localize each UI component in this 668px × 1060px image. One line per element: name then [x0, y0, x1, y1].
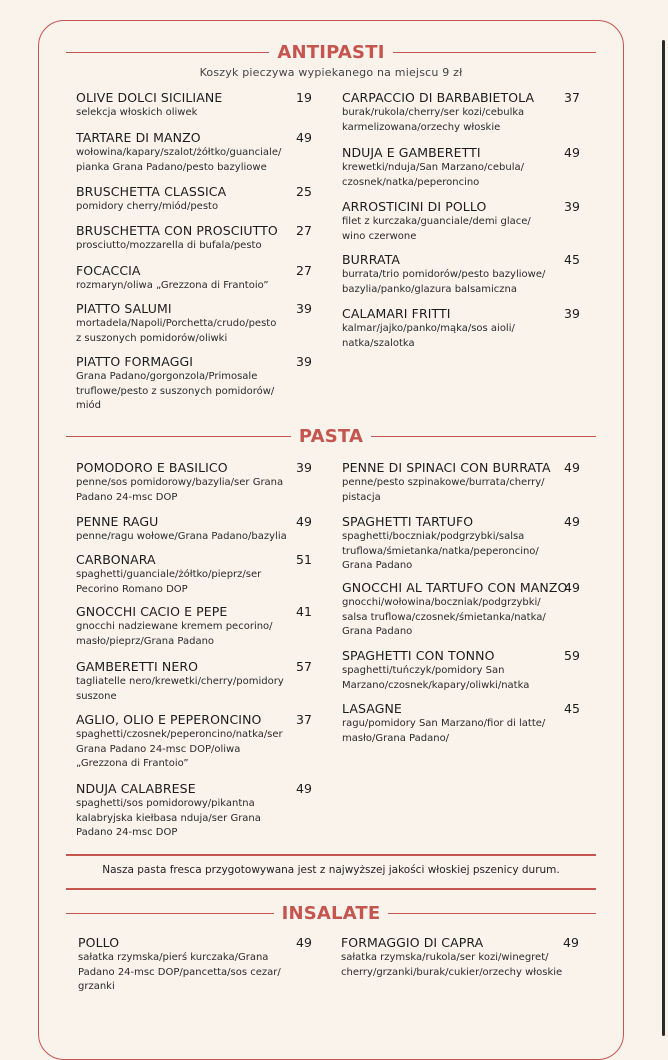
dish-name: BRUSCHETTA CON PROSCIUTTO: [76, 223, 278, 238]
dish-description-line: kalabryjska kiełbasa nduja/ser Grana: [76, 812, 261, 824]
dish-name: AGLIO, OLIO E PEPERONCINO: [76, 712, 262, 727]
dish-description-line: truflowe/pesto z suszonych pomidorów/: [76, 385, 275, 397]
dish-description-line: burak/rukola/cherry/ser kozi/cebulka: [342, 107, 525, 118]
dish-description-line: prosciutto/mozzarella di bufala/pesto: [76, 240, 262, 251]
dish-price: 45: [564, 252, 580, 267]
dish-description-line: ragu/pomidory San Marzano/fior di latte/: [342, 718, 546, 729]
dish-description-line: spaghetti/czosnek/peperoncino/natka/ser: [76, 729, 283, 740]
dish-description-line: sałatka rzymska/pierś kurczaka/Grana: [78, 952, 269, 963]
pasta-title: PASTA: [298, 426, 364, 447]
dish-description: [76, 797, 261, 841]
dish-description: [76, 476, 283, 505]
header-rule-right: [388, 913, 596, 915]
dish-name: PENNE DI SPINACI CON BURRATA: [342, 460, 551, 475]
dish-description-line: truflowa/śmietanka/natka/peperoncino/: [342, 545, 539, 557]
dish-name: TARTARE DI MANZO: [76, 130, 201, 145]
dish-description: [342, 322, 515, 351]
dish-description: [342, 596, 546, 640]
dish-price: 39: [296, 460, 312, 475]
dish-description: [76, 279, 269, 294]
dish-description-line: spaghetti/guanciale/żółtko/pieprz/ser: [76, 569, 262, 580]
dish-price: 49: [563, 935, 579, 950]
dish-price: 51: [296, 552, 312, 567]
dish-description: [342, 717, 545, 746]
dish-description-line: Padano 24-msc DOP: [76, 827, 178, 838]
dish-price: 57: [296, 659, 312, 674]
dish-description-line: burrata/trio pomidorów/pesto bazyliowe/: [342, 269, 546, 280]
dish-description-line: Padano 24-msc DOP: [76, 491, 178, 503]
dish-description-line: cherry/grzanki/burak/cukier/orzechy włoskie: [341, 966, 563, 978]
dish-description: [342, 106, 524, 135]
dish-name: FOCACCIA: [76, 263, 141, 278]
dish-name: SPAGHETTI CON TONNO: [342, 648, 495, 663]
dish-description-line: „Grezzona di Frantoio”: [76, 758, 189, 769]
dish-description: [76, 370, 274, 414]
dish-description-line: Padano 24-msc DOP/pancetta/sos cezar/: [78, 966, 281, 978]
dish-price: 39: [296, 301, 312, 316]
dish-description-line: selekcja włoskich oliwek: [76, 107, 198, 118]
dish-description-line: spaghetti/tuńczyk/pomidory San: [342, 665, 505, 676]
dish-description-line: salsa truflowa/czosnek/śmietanka/natka/: [342, 611, 546, 623]
dish-price: 25: [296, 184, 312, 199]
antipasti-title: ANTIPASTI: [277, 42, 385, 63]
dish-description: [342, 664, 529, 693]
dish-description-line: Grana Padano: [342, 626, 413, 637]
header-rule-left: [66, 52, 269, 54]
dish-name: PENNE RAGU: [76, 514, 159, 529]
dish-description-line: pistacja: [342, 491, 381, 503]
dish-description-line: penne/ragu wołowe/Grana Padano/bazylia: [76, 531, 287, 542]
dish-description-line: Grana Padano 24-msc DOP/oliwa: [76, 743, 241, 755]
dish-description: [342, 476, 545, 505]
dish-description: [76, 568, 261, 597]
dish-description-line: z suszonych pomidorów/oliwki: [76, 332, 228, 344]
dish-price: 49: [564, 580, 580, 595]
dish-price: 27: [296, 263, 312, 278]
pasta-note: Nasza pasta fresca przygotowywana jest z najwyższej jakości włoskiej pszenicy durum.: [102, 864, 560, 876]
header-rule-left: [66, 913, 274, 915]
dish-name: BURRATA: [342, 252, 401, 267]
dish-description-line: gnocchi nadziewane kremem pecorino/: [76, 621, 273, 632]
dish-description: [76, 620, 273, 649]
dish-description: [342, 161, 524, 190]
dish-description-line: grzanki: [78, 981, 115, 992]
pasta-note-divider-bottom: [66, 888, 596, 890]
header-rule-right: [371, 436, 596, 438]
dish-price: 49: [564, 460, 580, 475]
dish-description-line: tagliatelle nero/krewetki/cherry/pomidory: [76, 676, 284, 687]
dish-name: POMODORO E BASILICO: [76, 460, 228, 475]
dish-description: [76, 106, 197, 121]
dish-description-line: penne/pesto szpinakowe/burrata/cherry/: [342, 477, 545, 488]
dish-price: 59: [564, 648, 580, 663]
dish-name: OLIVE DOLCI SICILIANE: [76, 90, 223, 105]
dish-name: NDUJA CALABRESE: [76, 781, 196, 796]
dish-description-line: Grana Padano: [342, 560, 413, 571]
dish-description-line: sałatka rzymska/rukola/ser kozi/winegret/: [341, 952, 549, 963]
dish-description: [76, 317, 276, 346]
dish-description: [76, 728, 283, 772]
dish-description-line: spaghetti/boczniak/podgrzybki/salsa: [342, 531, 525, 542]
dish-description-line: karmelizowana/orzechy włoskie: [342, 121, 501, 133]
dish-name: CARBONARA: [76, 552, 156, 567]
dish-price: 49: [564, 514, 580, 529]
dish-name: CALAMARI FRITTI: [342, 306, 451, 321]
dish-name: FORMAGGIO DI CAPRA: [341, 935, 484, 950]
dish-description-line: natka/szalotka: [342, 337, 415, 349]
dish-description: [76, 146, 281, 175]
dish-price: 37: [564, 90, 580, 105]
dish-description-line: mortadela/Napoli/Porchetta/crudo/pesto: [76, 318, 277, 329]
insalate-title: INSALATE: [281, 903, 381, 924]
dish-name: NDUJA E GAMBERETTI: [342, 145, 481, 160]
dish-description-line: Pecorino Romano DOP: [76, 583, 188, 595]
dish-name: GAMBERETTI NERO: [76, 659, 199, 674]
dish-price: 41: [296, 604, 312, 619]
pasta-note-divider-top: [66, 854, 596, 856]
dish-name: GNOCCHI CACIO E PEPE: [76, 604, 228, 619]
dish-description: [76, 530, 287, 545]
bread-basket-note: Koszyk pieczywa wypiekanego na miejscu 9 zł: [199, 66, 463, 79]
dish-description-line: pomidory cherry/miód/pesto: [76, 201, 219, 212]
dish-name: POLLO: [78, 935, 120, 950]
dish-price: 39: [564, 199, 580, 214]
dish-price: 39: [564, 306, 580, 321]
dish-price: 49: [296, 781, 312, 796]
dish-description: [342, 215, 531, 244]
page-edge-divider: [662, 40, 665, 1036]
dish-price: 49: [564, 145, 580, 160]
dish-description: [78, 951, 281, 995]
dish-price: 49: [296, 935, 312, 950]
dish-description-line: czosnek/natka/peperoncino: [342, 176, 480, 188]
header-rule-right: [393, 52, 596, 54]
dish-name: PIATTO FORMAGGI: [76, 354, 194, 369]
dish-price: 49: [296, 130, 312, 145]
dish-description-line: Marzano/czosnek/kapary/oliwki/natka: [342, 679, 530, 691]
dish-description: [342, 268, 545, 297]
dish-description-line: wino czerwone: [342, 230, 417, 242]
dish-price: 39: [296, 354, 312, 369]
dish-description: [76, 239, 262, 254]
dish-description-line: Grana Padano/gorgonzola/Primosale: [76, 371, 258, 382]
dish-description-line: filet z kurczaka/guanciale/demi glace/: [342, 216, 531, 227]
dish-description: [341, 951, 562, 980]
insalate-header: [66, 903, 596, 924]
dish-description-line: pianka Grana Padano/pesto bazyliowe: [76, 161, 267, 173]
dish-description-line: kalmar/jajko/panko/mąka/sos aioli/: [342, 323, 515, 334]
dish-description-line: gnocchi/wołowina/boczniak/podgrzybki/: [342, 597, 541, 608]
dish-name: ARROSTICINI DI POLLO: [342, 199, 487, 214]
dish-name: BRUSCHETTA CLASSICA: [76, 184, 227, 199]
dish-price: 27: [296, 223, 312, 238]
dish-description: [76, 200, 218, 215]
dish-description-line: krewetki/nduja/San Marzano/cebula/: [342, 162, 524, 173]
dish-description-line: rozmaryn/oliwa „Grezzona di Frantoio”: [76, 280, 269, 291]
dish-price: 19: [296, 90, 312, 105]
dish-description-line: bazylia/panko/glazura balsamiczna: [342, 283, 518, 295]
dish-description-line: penne/sos pomidorowy/bazylia/ser Grana: [76, 477, 284, 488]
dish-name: SPAGHETTI TARTUFO: [342, 514, 474, 529]
dish-description-line: masło/Grana Padano/: [342, 732, 450, 744]
dish-description-line: suszone: [76, 690, 117, 702]
dish-price: 45: [564, 701, 580, 716]
dish-name: LASAGNE: [342, 701, 402, 716]
dish-name: GNOCCHI AL TARTUFO CON MANZO: [342, 580, 568, 595]
dish-description-line: masło/pieprz/Grana Padano: [76, 635, 215, 647]
dish-description-line: wołowina/kapary/szalot/żółtko/guanciale/: [76, 147, 282, 158]
dish-name: PIATTO SALUMI: [76, 301, 172, 316]
antipasti-header: [66, 42, 596, 63]
dish-description: [76, 675, 284, 704]
dish-description-line: spaghetti/sos pomidorowy/pikantna: [76, 798, 255, 809]
dish-name: CARPACCIO DI BARBABIETOLA: [342, 90, 535, 105]
header-rule-left: [66, 436, 291, 438]
pasta-header: [66, 426, 596, 447]
dish-price: 37: [296, 712, 312, 727]
dish-description-line: miód: [76, 400, 101, 411]
dish-price: 49: [296, 514, 312, 529]
dish-description: [342, 530, 539, 574]
